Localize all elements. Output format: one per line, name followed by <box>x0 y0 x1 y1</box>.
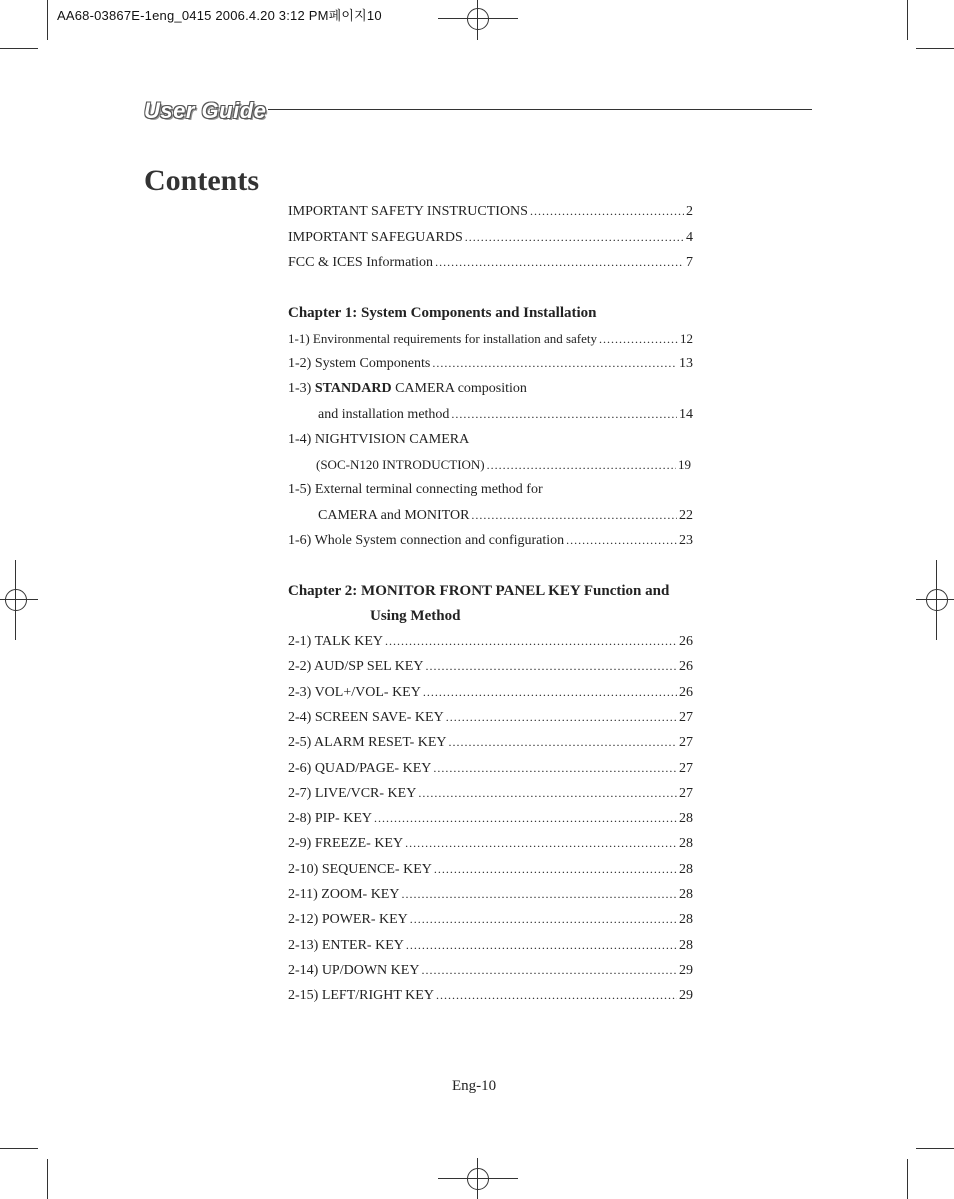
toc-entry-page: 28 <box>679 912 693 927</box>
toc-entry-label: CAMERA and MONITOR <box>318 508 470 523</box>
toc-entry <box>288 230 693 250</box>
dot-leader <box>530 204 684 219</box>
toc-entry-label: 2-2) AUD/SP SEL KEY <box>288 659 424 674</box>
toc-entry-label: (SOC-N120 INTRODUCTION) <box>316 457 485 472</box>
chapter-2-heading: Chapter 2: MONITOR FRONT PANEL KEY Function and <box>288 583 670 599</box>
dot-leader <box>449 735 677 750</box>
toc-entry <box>288 735 693 755</box>
dot-leader <box>374 811 677 826</box>
toc-entry-label: 2-12) POWER- KEY <box>288 912 408 927</box>
dot-leader <box>401 887 677 902</box>
toc-entry <box>288 533 693 553</box>
toc-entry-page: 26 <box>679 659 693 674</box>
dot-leader <box>471 508 677 523</box>
toc-entry <box>318 508 693 528</box>
toc-entry-page: 23 <box>679 533 693 548</box>
crop-mark-top-left-v <box>47 0 48 40</box>
toc-entry-page: 26 <box>679 685 693 700</box>
chapter-1-heading: Chapter 1: System Components and Installation <box>288 305 597 321</box>
toc-entry-page: 7 <box>686 255 693 270</box>
print-slug-header: AA68-03867E-1eng_0415 2006.4.20 3:12 PM페이지10 <box>57 8 382 23</box>
toc-entry-page: 22 <box>679 508 693 523</box>
dot-leader <box>599 332 678 347</box>
toc-entry <box>288 761 693 781</box>
toc-entry-label: 1-4) NIGHTVISION CAMERA <box>288 432 470 447</box>
toc-entry-label: 2-10) SEQUENCE- KEY <box>288 862 432 877</box>
toc-entry-label: 2-8) PIP- KEY <box>288 811 372 826</box>
toc-entry-label: 2-6) QUAD/PAGE- KEY <box>288 761 432 776</box>
dot-leader <box>465 230 684 245</box>
toc-entry-page: 29 <box>679 988 693 1003</box>
crop-mark-bottom-right-h <box>916 1148 954 1149</box>
toc-entry <box>288 634 693 654</box>
toc-entry-page: 28 <box>679 862 693 877</box>
dot-leader <box>432 356 677 371</box>
toc-entry <box>288 331 693 351</box>
toc-entry-page: 27 <box>679 761 693 776</box>
toc-entry-label <box>288 381 527 397</box>
toc-entry <box>318 407 693 427</box>
toc-entry-label: 2-11) ZOOM- KEY <box>288 887 400 902</box>
user-guide-title: User Guide <box>144 98 267 123</box>
dot-leader <box>433 761 677 776</box>
toc-entry <box>288 710 693 730</box>
toc-entry-label: 2-1) TALK KEY <box>288 634 384 649</box>
toc-entry <box>288 963 693 983</box>
toc-entry <box>288 988 693 1008</box>
toc-entry <box>288 912 693 932</box>
toc-entry-label: 2-9) FREEZE- KEY <box>288 836 404 851</box>
toc-entry-page: 28 <box>679 836 693 851</box>
crop-mark-top-left-h <box>0 48 38 49</box>
crop-mark-top-right-v <box>907 0 908 40</box>
toc-entry-label: IMPORTANT SAFEGUARDS <box>288 230 463 245</box>
toc-entry-label: 2-7) LIVE/VCR- KEY <box>288 786 417 801</box>
toc-entry <box>288 811 693 831</box>
toc-entry-page: 28 <box>679 938 693 953</box>
page-title: Contents <box>144 164 260 197</box>
dot-leader <box>405 836 677 851</box>
toc-entry-page: 26 <box>679 634 693 649</box>
crop-mark-bottom-left-v <box>47 1159 48 1199</box>
toc-entry-label: 1-2) System Components <box>288 356 431 371</box>
dot-leader <box>406 938 677 953</box>
toc-entry <box>288 887 693 907</box>
toc-entry-page: 2 <box>686 204 693 219</box>
toc-entry-page: 28 <box>679 887 693 902</box>
dot-leader <box>436 988 677 1003</box>
toc-entry-page: 28 <box>679 811 693 826</box>
page-number: Eng-10 <box>452 1078 497 1094</box>
toc-entry <box>288 255 693 275</box>
dot-leader <box>425 659 677 674</box>
toc-entry <box>288 836 693 856</box>
toc-entry-page: 29 <box>679 963 693 978</box>
toc-entry-page: 4 <box>686 230 693 245</box>
toc-entry-page: 12 <box>680 331 693 346</box>
toc-entry <box>288 862 693 882</box>
dot-leader <box>421 963 677 978</box>
toc-entry-page: 27 <box>679 735 693 750</box>
toc-entry-page: 14 <box>679 407 693 422</box>
toc-entry-label: 2-13) ENTER- KEY <box>288 938 404 953</box>
crop-mark-top-right-h <box>916 48 954 49</box>
toc-entry <box>288 204 693 224</box>
toc-entry-label: 1-6) Whole System connection and configuration <box>288 533 565 548</box>
toc-entry-page: 27 <box>679 710 693 725</box>
dot-leader <box>385 634 677 649</box>
toc-entry-page: 19 <box>678 457 691 472</box>
dot-leader <box>434 862 677 877</box>
toc-entry-label: IMPORTANT SAFETY INSTRUCTIONS <box>288 204 528 219</box>
dot-leader <box>487 458 676 473</box>
dot-leader <box>410 912 677 927</box>
toc-entry-label: 1-1) Environmental requirements for installation and safety <box>288 331 598 346</box>
toc-entry <box>288 685 693 705</box>
toc-entry-label: FCC & ICES Information <box>288 255 434 270</box>
dot-leader <box>418 786 677 801</box>
toc-entry <box>288 659 693 679</box>
toc-entry-page: 13 <box>679 356 693 371</box>
dot-leader <box>451 407 677 422</box>
chapter-2-heading-cont: Using Method <box>370 608 461 624</box>
crop-mark-bottom-right-v <box>907 1159 908 1199</box>
toc-entry-label: 2-5) ALARM RESET- KEY <box>288 735 447 750</box>
toc-entry-label: 2-3) VOL+/VOL- KEY <box>288 685 421 700</box>
toc-entry-label: 2-15) LEFT/RIGHT KEY <box>288 988 434 1003</box>
dot-leader <box>566 533 677 548</box>
header-rule <box>268 109 812 110</box>
toc-entry-label: 1-5) External terminal connecting method for <box>288 482 543 497</box>
dot-leader <box>435 255 684 270</box>
toc-entry-page: 27 <box>679 786 693 801</box>
crop-mark-bottom-left-h <box>0 1148 38 1149</box>
dot-leader <box>423 685 677 700</box>
toc-entry-label: 2-4) SCREEN SAVE- KEY <box>288 710 444 725</box>
toc-entry-label: and installation method <box>318 407 450 422</box>
toc-entry <box>288 938 693 958</box>
toc-entry-bold-word: STANDARD <box>314 381 392 396</box>
toc-entry <box>288 786 693 806</box>
toc-entry-label: 2-14) UP/DOWN KEY <box>288 963 420 978</box>
toc-entry-prefix: 1-3) <box>288 381 315 396</box>
toc-entry-rest: CAMERA composition <box>391 381 527 396</box>
toc-entry <box>316 457 691 477</box>
toc-entry <box>288 356 693 376</box>
dot-leader <box>446 710 677 725</box>
